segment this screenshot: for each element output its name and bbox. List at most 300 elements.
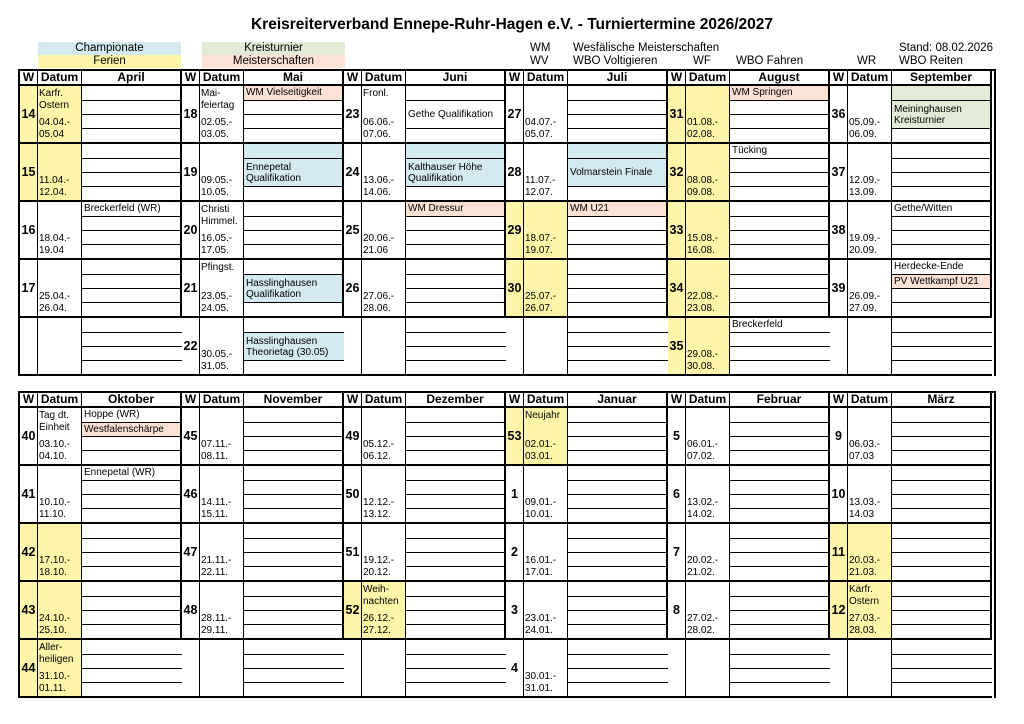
event-slot xyxy=(406,274,504,288)
event-slot xyxy=(244,100,342,114)
event-slot xyxy=(568,318,668,332)
event-slot xyxy=(406,244,504,258)
event-slot xyxy=(82,288,180,302)
month-header: Mai xyxy=(244,71,344,86)
holiday-note: Neujahr xyxy=(525,410,561,421)
event-entry: Kalthauser Höhe Qualifikation xyxy=(406,158,504,186)
event-slot xyxy=(244,202,342,216)
event-slot xyxy=(892,538,990,552)
event-slot xyxy=(244,422,342,436)
date-cell xyxy=(38,144,82,202)
event-slot xyxy=(406,640,506,654)
week-number xyxy=(20,318,38,376)
event-slot xyxy=(82,682,182,696)
event-slot xyxy=(244,128,342,142)
date-range: 10.10.- 11.10. xyxy=(39,497,71,520)
event-slot xyxy=(892,624,990,638)
week-number: 49 xyxy=(344,408,362,466)
date-range: 27.06.- 28.06. xyxy=(363,291,395,314)
holiday-note xyxy=(687,642,729,695)
event-slot xyxy=(568,466,666,480)
event-slot xyxy=(892,552,990,566)
event-slot xyxy=(568,288,666,302)
holiday-note xyxy=(201,146,243,175)
event-slot xyxy=(730,288,828,302)
abbr-code-wv: WV xyxy=(530,55,549,67)
event-slot xyxy=(730,408,828,422)
event-slot xyxy=(568,682,668,696)
col-header-datum: Datum xyxy=(38,393,82,408)
page-title: Kreisreiterverband Ennepe-Ruhr-Hagen e.V. - Turniertermine 2026/2027 xyxy=(250,16,774,33)
event-slot xyxy=(730,128,828,142)
event-entry: Meininghausen Kreisturnier xyxy=(892,100,990,128)
event-slot xyxy=(892,302,990,316)
event-cell xyxy=(82,260,182,318)
legend-meisterschaften: Meisterschaften xyxy=(202,55,345,68)
holiday-note xyxy=(525,88,567,117)
date-cell xyxy=(524,408,568,466)
event-slot xyxy=(730,244,828,258)
week-number xyxy=(344,318,362,376)
event-slot xyxy=(568,422,666,436)
event-slot xyxy=(406,552,504,566)
date-cell xyxy=(200,408,244,466)
event-cell xyxy=(406,318,506,376)
holiday-note xyxy=(849,410,891,439)
event-entry: WM U21 xyxy=(568,202,666,216)
event-slot xyxy=(730,260,828,274)
date-range: 23.05.- 24.05. xyxy=(201,291,233,314)
week-number xyxy=(830,318,848,376)
event-slot xyxy=(568,100,666,114)
event-entry: Hasslinghausen Qualifikation xyxy=(244,274,342,302)
week-number: 53 xyxy=(506,408,524,466)
event-slot xyxy=(892,596,990,610)
event-cell xyxy=(82,466,182,524)
event-entry xyxy=(244,144,342,158)
holiday-note xyxy=(525,146,567,175)
holiday-note xyxy=(39,468,81,497)
event-cell xyxy=(568,524,668,582)
date-cell xyxy=(686,582,730,640)
event-slot xyxy=(244,596,342,610)
holiday-note: Tag dt. Einheit xyxy=(39,410,70,433)
event-slot xyxy=(568,86,666,100)
month-header: Dezember xyxy=(406,393,506,408)
event-cell xyxy=(730,466,830,524)
week-number: 51 xyxy=(344,524,362,582)
event-slot xyxy=(730,346,830,360)
event-slot xyxy=(730,582,828,596)
week-number: 16 xyxy=(20,202,38,260)
week-number: 36 xyxy=(830,86,848,144)
week-number xyxy=(344,640,362,698)
week-number: 46 xyxy=(182,466,200,524)
event-slot xyxy=(82,450,180,464)
date-cell xyxy=(38,466,82,524)
date-range: 08.08.- 09.08. xyxy=(687,175,719,198)
col-header-w: W xyxy=(344,393,362,408)
holiday-note xyxy=(687,204,729,233)
event-cell xyxy=(244,86,344,144)
event-slot xyxy=(892,654,992,668)
holiday-note xyxy=(849,88,891,117)
event-slot xyxy=(568,566,666,580)
date-range: 12.09.- 13.09. xyxy=(849,175,881,198)
event-cell xyxy=(730,202,830,260)
event-cell xyxy=(244,408,344,466)
event-slot xyxy=(406,566,504,580)
date-cell xyxy=(848,202,892,260)
event-cell xyxy=(82,640,182,698)
date-cell xyxy=(848,260,892,318)
event-slot xyxy=(892,640,992,654)
event-slot xyxy=(730,566,828,580)
col-header-w: W xyxy=(668,71,686,86)
event-slot xyxy=(406,450,504,464)
event-cell xyxy=(568,408,668,466)
event-entry: Gethe/Witten xyxy=(894,203,953,214)
event-slot xyxy=(406,230,504,244)
event-cell xyxy=(82,202,182,260)
event-slot xyxy=(82,436,180,450)
holiday-note xyxy=(687,88,729,117)
holiday-note xyxy=(363,526,405,555)
abbr-code-wf: WF xyxy=(693,55,711,67)
event-slot xyxy=(730,216,828,230)
week-number: 33 xyxy=(668,202,686,260)
event-slot xyxy=(244,494,342,508)
event-slot xyxy=(406,596,504,610)
date-cell xyxy=(38,524,82,582)
event-cell xyxy=(82,408,182,466)
event-cell xyxy=(406,260,506,318)
event-entry: Westfalenschärpe xyxy=(82,422,180,436)
event-slot xyxy=(568,624,666,638)
week-number xyxy=(668,640,686,698)
event-slot xyxy=(406,436,504,450)
date-cell xyxy=(524,260,568,318)
event-slot xyxy=(82,480,180,494)
event-slot xyxy=(82,582,180,596)
col-header-datum: Datum xyxy=(362,393,406,408)
date-cell xyxy=(200,582,244,640)
col-header-datum: Datum xyxy=(848,393,892,408)
event-slot xyxy=(568,230,666,244)
week-number: 39 xyxy=(830,260,848,318)
event-cell xyxy=(244,466,344,524)
event-slot xyxy=(82,508,180,522)
week-number: 37 xyxy=(830,144,848,202)
date-cell xyxy=(848,582,892,640)
event-slot xyxy=(82,86,180,100)
holiday-note xyxy=(201,642,243,695)
date-range: 13.02.- 14.02. xyxy=(687,497,719,520)
event-slot xyxy=(244,216,342,230)
event-slot xyxy=(568,450,666,464)
event-slot xyxy=(892,244,990,258)
date-cell xyxy=(686,202,730,260)
event-slot xyxy=(568,538,666,552)
event-cell xyxy=(406,582,506,640)
legend-kreisturnier: Kreisturnier xyxy=(202,42,345,55)
holiday-note: Karfr. Ostern xyxy=(39,88,70,111)
event-slot xyxy=(244,682,344,696)
event-slot xyxy=(406,302,504,316)
event-slot xyxy=(82,640,182,654)
col-header-datum: Datum xyxy=(200,393,244,408)
week-number: 41 xyxy=(20,466,38,524)
date-cell xyxy=(686,466,730,524)
event-slot xyxy=(82,186,180,200)
event-slot xyxy=(568,216,666,230)
date-cell xyxy=(524,466,568,524)
event-slot xyxy=(244,524,342,538)
event-cell xyxy=(244,524,344,582)
date-range: 17.10.- 18.10. xyxy=(39,555,71,578)
week-number: 12 xyxy=(830,582,848,640)
legend-championate: Championate xyxy=(38,42,181,55)
holiday-note xyxy=(849,468,891,497)
event-cell xyxy=(568,86,668,144)
event-cell xyxy=(568,202,668,260)
holiday-note xyxy=(39,146,81,175)
week-number: 28 xyxy=(506,144,524,202)
event-slot xyxy=(568,260,666,274)
event-cell xyxy=(892,144,992,202)
event-slot xyxy=(82,654,182,668)
event-cell xyxy=(892,408,992,466)
date-range: 06.03.- 07.03 xyxy=(849,439,881,462)
date-range: 24.10.- 25.10. xyxy=(39,613,71,636)
event-slot xyxy=(82,524,180,538)
holiday-note xyxy=(201,468,243,497)
event-slot xyxy=(244,302,342,316)
date-cell xyxy=(200,86,244,144)
event-slot xyxy=(406,360,506,374)
week-number: 18 xyxy=(182,86,200,144)
date-cell xyxy=(848,466,892,524)
event-slot xyxy=(568,436,666,450)
event-slot xyxy=(82,360,182,374)
col-header-w: W xyxy=(506,393,524,408)
stand-date: Stand: 08.02.2026 xyxy=(899,42,993,54)
col-header-datum: Datum xyxy=(524,393,568,408)
date-cell xyxy=(362,260,406,318)
event-entry: Hasslinghausen Theorietag (30.05) xyxy=(244,332,344,360)
abbr-text-wf: WBO Fahren xyxy=(736,55,804,67)
week-number: 31 xyxy=(668,86,686,144)
event-cell xyxy=(730,408,830,466)
date-cell xyxy=(524,202,568,260)
event-entry xyxy=(568,144,666,158)
date-range: 03.10.- 04.10. xyxy=(39,439,71,462)
date-range: 05.12.- 06.12. xyxy=(363,439,395,462)
month-header: September xyxy=(892,71,992,86)
event-slot xyxy=(730,202,828,216)
event-slot xyxy=(892,422,990,436)
date-cell xyxy=(38,202,82,260)
event-entry: Volmarstein Finale xyxy=(568,158,666,186)
date-range: 14.11.- 15.11. xyxy=(201,497,232,520)
col-header-datum: Datum xyxy=(686,393,730,408)
holiday-note xyxy=(39,526,81,555)
event-slot xyxy=(568,186,666,200)
date-cell xyxy=(848,640,892,698)
event-slot xyxy=(892,450,990,464)
date-range: 28.11.- 29.11. xyxy=(201,613,232,636)
holiday-note xyxy=(39,584,81,613)
date-range: 11.04.- 12.04. xyxy=(39,175,70,198)
event-slot xyxy=(406,668,506,682)
week-number: 1 xyxy=(506,466,524,524)
col-header-datum: Datum xyxy=(848,71,892,86)
week-number: 35 xyxy=(668,318,686,376)
holiday-note xyxy=(363,468,405,497)
week-number: 19 xyxy=(182,144,200,202)
date-cell xyxy=(200,524,244,582)
event-slot xyxy=(730,436,828,450)
week-number: 9 xyxy=(830,408,848,466)
date-range: 26.09.- 27.09. xyxy=(849,291,881,314)
event-cell xyxy=(406,202,506,260)
event-slot xyxy=(82,216,180,230)
abbr-text-wr: WBO Reiten xyxy=(899,55,963,67)
holiday-note xyxy=(525,262,567,291)
col-header-datum: Datum xyxy=(524,71,568,86)
event-slot xyxy=(730,640,830,654)
date-cell xyxy=(524,86,568,144)
holiday-note: Pfingst. xyxy=(201,262,235,273)
week-number: 20 xyxy=(182,202,200,260)
event-cell xyxy=(244,582,344,640)
event-slot xyxy=(406,466,504,480)
event-entry: Tücking xyxy=(732,145,768,156)
week-number: 23 xyxy=(344,86,362,144)
date-cell xyxy=(362,202,406,260)
date-cell xyxy=(686,86,730,144)
event-slot xyxy=(568,480,666,494)
event-slot xyxy=(82,128,180,142)
event-slot xyxy=(892,186,990,200)
event-slot xyxy=(244,186,342,200)
event-slot xyxy=(730,466,828,480)
event-slot xyxy=(406,346,506,360)
event-entry: PV Wettkampf U21 xyxy=(892,274,990,288)
event-cell xyxy=(892,86,992,144)
event-slot xyxy=(244,552,342,566)
event-slot xyxy=(892,230,990,244)
event-slot xyxy=(406,332,506,346)
date-cell xyxy=(686,408,730,466)
event-slot xyxy=(406,288,504,302)
date-cell xyxy=(200,640,244,698)
event-slot xyxy=(244,436,342,450)
date-cell xyxy=(524,524,568,582)
event-slot xyxy=(892,288,990,302)
event-cell xyxy=(730,260,830,318)
date-range: 16.05.- 17.05. xyxy=(201,233,233,256)
col-header-w: W xyxy=(830,71,848,86)
event-slot xyxy=(244,244,342,258)
col-header-datum: Datum xyxy=(200,71,244,86)
event-slot xyxy=(244,360,344,374)
month-header: Januar xyxy=(568,393,668,408)
date-range: 07.11.- 08.11. xyxy=(201,439,232,462)
event-slot xyxy=(406,582,504,596)
col-header-w: W xyxy=(344,71,362,86)
event-slot xyxy=(82,552,180,566)
week-number: 48 xyxy=(182,582,200,640)
month-header: Juli xyxy=(568,71,668,86)
event-cell xyxy=(82,524,182,582)
event-slot xyxy=(568,524,666,538)
event-slot xyxy=(568,668,668,682)
event-slot xyxy=(892,508,990,522)
month-header: August xyxy=(730,71,830,86)
month-header: März xyxy=(892,393,992,408)
event-cell xyxy=(406,408,506,466)
event-slot xyxy=(568,596,666,610)
event-cell xyxy=(892,582,992,640)
event-slot xyxy=(244,450,342,464)
holiday-note xyxy=(39,320,81,373)
event-slot xyxy=(82,494,180,508)
event-entry xyxy=(244,318,344,332)
holiday-note xyxy=(363,204,405,233)
calendar-block-apr-sep xyxy=(18,69,996,376)
event-cell xyxy=(244,318,344,376)
event-cell xyxy=(568,318,668,376)
event-slot xyxy=(406,216,504,230)
holiday-note xyxy=(363,320,405,373)
col-header-w: W xyxy=(182,71,200,86)
week-number: 3 xyxy=(506,582,524,640)
date-range: 09.01.- 10.01. xyxy=(525,497,557,520)
week-number: 27 xyxy=(506,86,524,144)
week-number: 30 xyxy=(506,260,524,318)
holiday-note xyxy=(687,468,729,497)
event-cell xyxy=(244,260,344,318)
week-number: 38 xyxy=(830,202,848,260)
event-cell xyxy=(730,86,830,144)
date-range: 27.02.- 28.02. xyxy=(687,613,719,636)
event-slot xyxy=(730,332,830,346)
event-slot xyxy=(730,624,828,638)
event-slot xyxy=(406,318,506,332)
holiday-note xyxy=(39,262,81,291)
date-cell xyxy=(38,318,82,376)
event-slot xyxy=(406,654,506,668)
event-cell xyxy=(730,524,830,582)
date-cell xyxy=(848,524,892,582)
event-slot xyxy=(730,480,828,494)
holiday-note: Mai- feiertag xyxy=(201,88,235,111)
event-slot xyxy=(892,480,990,494)
event-slot xyxy=(244,566,342,580)
abbr-code-wr: WR xyxy=(857,55,877,67)
date-cell xyxy=(686,640,730,698)
holiday-note xyxy=(687,526,729,555)
holiday-note xyxy=(525,642,567,671)
month-header: Februar xyxy=(730,393,830,408)
abbr-code-wm: WM xyxy=(530,42,551,54)
date-range: 11.07.- 12.07. xyxy=(525,175,556,198)
event-slot xyxy=(82,346,182,360)
event-entry xyxy=(244,260,342,274)
event-cell xyxy=(406,86,506,144)
date-cell xyxy=(200,202,244,260)
